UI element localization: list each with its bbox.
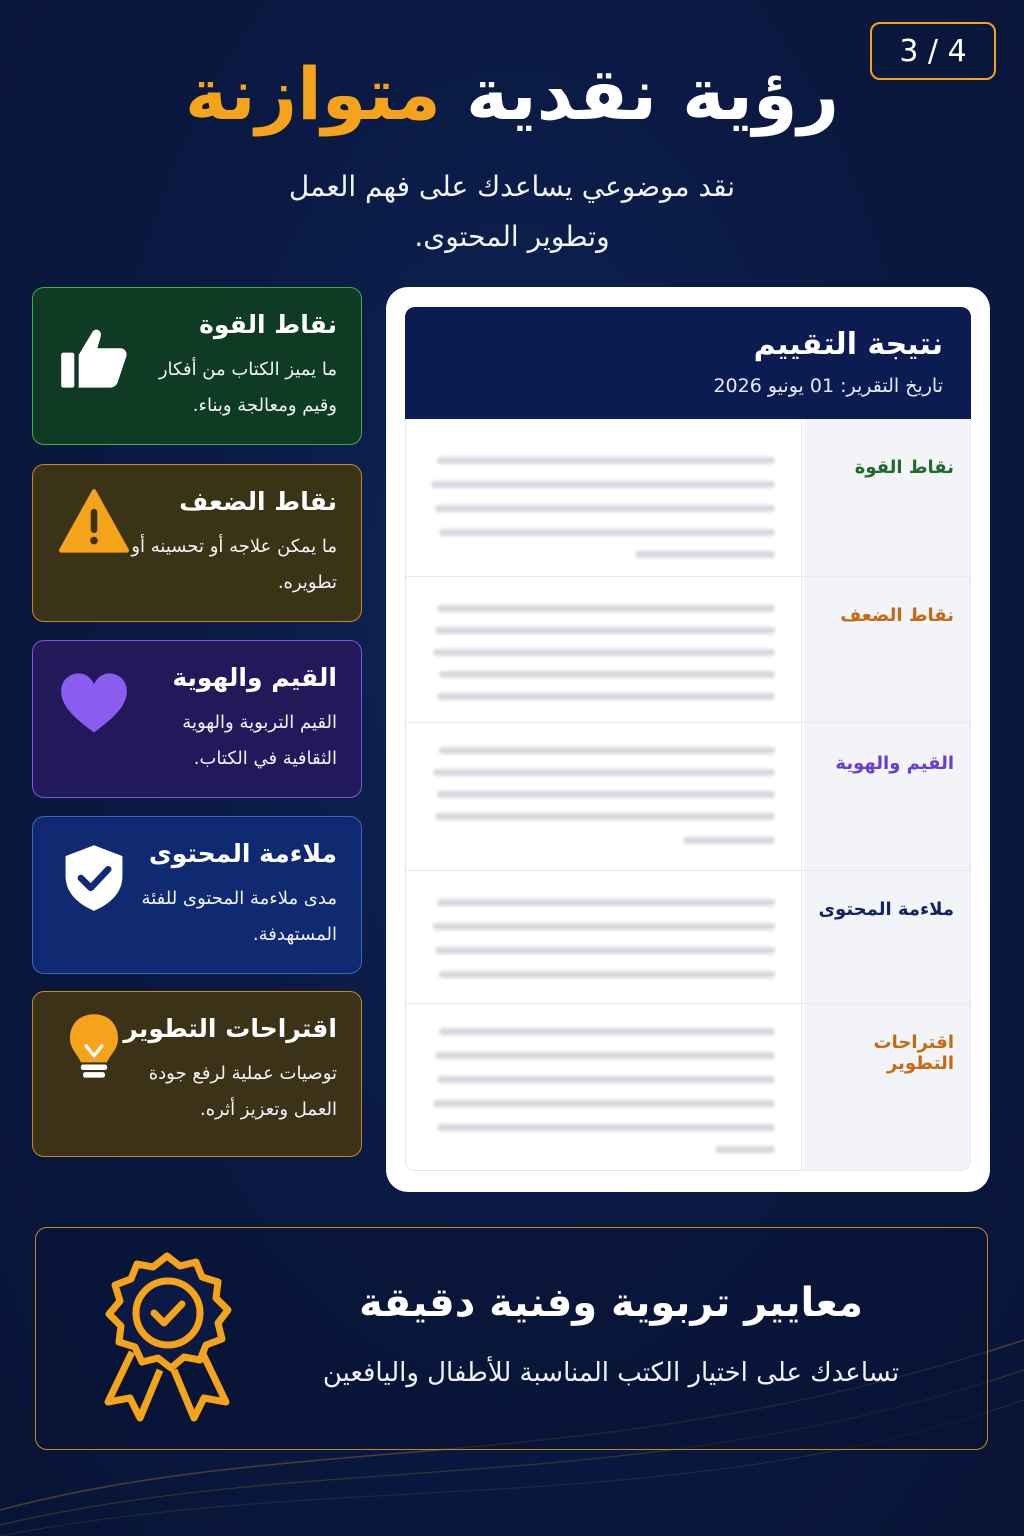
- report-title: نتيجة التقييم: [753, 327, 943, 362]
- card-strengths: [32, 287, 362, 445]
- report-header: [405, 307, 971, 419]
- report-row-suitability: [406, 871, 971, 1004]
- banner-subtitle: تساعدك على اختيار الكتب المناسبة للأطفال واليافعين: [322, 1358, 900, 1388]
- report-row-suggestions: [406, 1004, 971, 1171]
- card-title: ملاءمة المحتوى: [148, 839, 337, 868]
- report-table: [405, 419, 971, 1171]
- card-values-identity: [32, 640, 362, 798]
- row-label-cell: [804, 871, 971, 1003]
- award-badge-icon: [94, 1252, 240, 1430]
- card-description: مدى ملاءمة المحتوى للفئة المستهدفة.: [141, 888, 337, 945]
- shield-check-icon: [59, 843, 129, 913]
- page-subtitle: نقد موضوعي يساعدك على فهم العمل وتطوير المحتوى.: [288, 170, 736, 253]
- card-weaknesses: [32, 464, 362, 622]
- card-title: اقتراحات التطوير: [123, 1014, 337, 1043]
- heart-icon: [59, 669, 129, 739]
- row-label: القيم والهوية: [835, 753, 954, 774]
- row-label: اقتراحات التطوير: [873, 1032, 954, 1074]
- row-label: نقاط القوة: [854, 457, 954, 478]
- row-label: نقاط الضعف: [840, 605, 954, 626]
- blurred-row-text: [406, 577, 802, 722]
- row-label-cell: [804, 577, 971, 722]
- page-indicator: 3 / 4: [870, 22, 996, 80]
- report-row-strengths: [406, 419, 971, 577]
- blurred-row-text: [406, 419, 802, 576]
- card-title: القيم والهوية: [172, 663, 337, 692]
- report-date: تاريخ التقرير: 01 يونيو 2026: [713, 375, 943, 397]
- card-content-suitability: [32, 816, 362, 974]
- row-label-cell: [804, 1004, 971, 1171]
- card-description: ما يميز الكتاب من أفكار وقيم ومعالجة وبناء.: [158, 359, 337, 416]
- row-label: ملاءمة المحتوى: [818, 899, 954, 920]
- title-accent: متوازنة: [184, 52, 441, 136]
- row-label-cell: [804, 723, 971, 870]
- blurred-row-text: [406, 871, 802, 1003]
- thumbs-up-icon: [59, 322, 129, 392]
- blurred-row-text: [406, 723, 802, 870]
- card-description: ما يمكن علاجه أو تحسينه أو تطويره.: [131, 536, 337, 593]
- lightbulb-icon: [59, 1012, 129, 1082]
- row-label-cell: [804, 419, 971, 576]
- card-title: نقاط القوة: [199, 310, 337, 339]
- card-title: نقاط الضعف: [179, 487, 337, 516]
- card-description: القيم التربوية والهوية الثقافية في الكتاب.: [182, 712, 337, 769]
- banner-title: معايير تربوية وفنية دقيقة: [359, 1280, 863, 1326]
- page-title: [0, 52, 1024, 136]
- warning-icon: [59, 487, 129, 557]
- card-description: توصيات عملية لرفع جودة العمل وتعزيز أثره.: [148, 1063, 337, 1120]
- report-row-weaknesses: [406, 577, 971, 723]
- report-row-values: [406, 723, 971, 871]
- evaluation-report-panel: [386, 287, 990, 1192]
- title-main: رؤية نقدية: [465, 52, 840, 136]
- blurred-row-text: [406, 1004, 802, 1171]
- card-development-suggestions: [32, 991, 362, 1157]
- standards-banner: [35, 1227, 988, 1450]
